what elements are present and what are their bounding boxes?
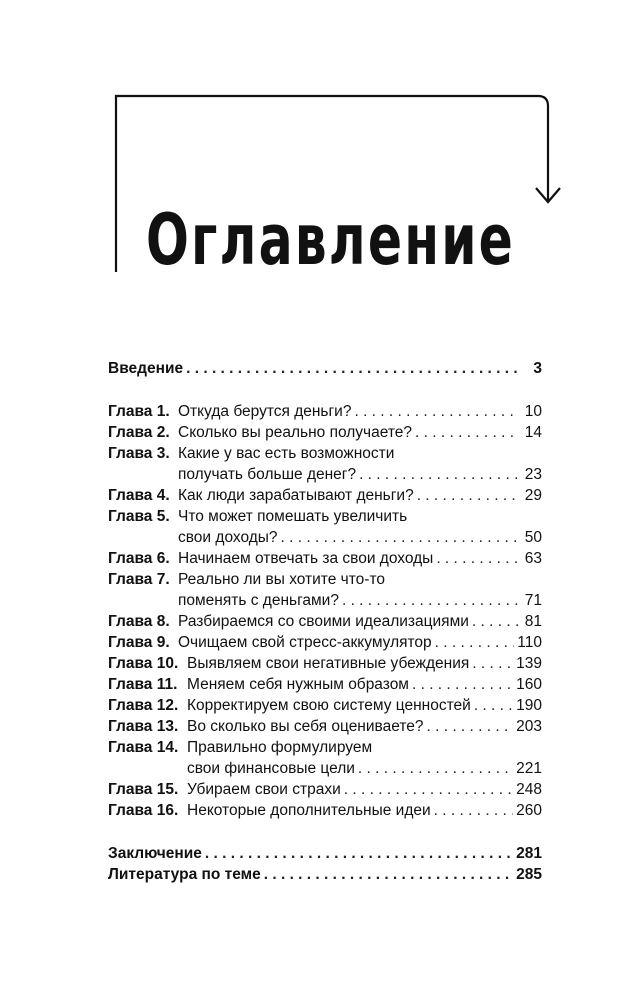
leader-dots	[358, 758, 513, 779]
chapter-label: Глава 8.	[108, 613, 170, 630]
toc-chapter-row[interactable]	[108, 653, 542, 674]
chapter-title: Убираем свои страхи	[187, 781, 341, 798]
chapter-title: Корректируем свою систему ценностей	[187, 697, 471, 714]
chapter-list	[108, 401, 542, 821]
table-of-contents	[108, 358, 542, 885]
toc-chapter-row[interactable]	[108, 506, 542, 527]
chapter-title: Сколько вы реально получаете?	[178, 424, 413, 441]
leader-dots	[264, 864, 513, 885]
toc-chapter-row[interactable]	[108, 485, 542, 506]
leader-dots	[472, 653, 513, 674]
leader-dots	[415, 422, 519, 443]
toc-intro-page: 3	[533, 360, 542, 377]
toc-chapter-row[interactable]	[108, 527, 542, 548]
chapter-page: 14	[524, 424, 542, 441]
chapter-title: Во сколько вы себя оцениваете?	[187, 718, 424, 735]
chapter-label: Глава 11.	[108, 676, 178, 693]
chapter-label: Глава 12.	[108, 697, 179, 714]
toc-chapter-row[interactable]	[108, 737, 542, 758]
leader-dots	[354, 401, 519, 422]
chapter-page: 260	[516, 802, 542, 819]
toc-conclusion-label: Заключение	[108, 845, 202, 862]
chapter-title: Начинаем отвечать за свои доходы	[178, 550, 434, 567]
chapter-title: Выявляем свои негативные убеждения	[187, 655, 470, 672]
chapter-label: Глава 6.	[108, 550, 170, 567]
chapter-label: Глава 15.	[108, 781, 179, 798]
toc-chapter-row[interactable]	[108, 590, 542, 611]
toc-chapter-row[interactable]	[108, 800, 542, 821]
leader-dots	[342, 590, 519, 611]
chapter-title: Что может помешать увеличить	[178, 508, 408, 525]
chapter-label: Глава 5.	[108, 508, 170, 525]
leader-dots	[435, 632, 515, 653]
chapter-page: 23	[524, 466, 542, 483]
toc-intro-label: Введение	[108, 360, 184, 377]
chapter-title: Очищаем свой стресс-аккумулятор	[178, 634, 432, 651]
chapter-page: 139	[516, 655, 542, 672]
chapter-page: 110	[517, 634, 542, 651]
chapter-page: 81	[524, 613, 542, 630]
chapter-title: получать больше денег?	[178, 466, 357, 483]
toc-chapter-row[interactable]	[108, 422, 542, 443]
leader-dots	[359, 464, 519, 485]
leader-dots	[434, 800, 513, 821]
leader-dots	[412, 674, 513, 695]
leader-dots	[344, 779, 513, 800]
toc-literature[interactable]	[108, 864, 542, 885]
chapter-title: Разбираемся со своими идеализациями	[178, 613, 469, 630]
chapter-title: свои доходы?	[178, 529, 278, 546]
toc-chapter-row[interactable]	[108, 611, 542, 632]
chapter-page: 63	[524, 550, 542, 567]
toc-chapter-row[interactable]	[108, 632, 542, 653]
chapter-title: Меняем себя нужным образом	[187, 676, 409, 693]
toc-chapter-row[interactable]	[108, 758, 542, 779]
toc-chapter-row[interactable]	[108, 569, 542, 590]
toc-conclusion-page: 281	[516, 845, 542, 862]
leader-dots	[426, 716, 513, 737]
leader-dots	[417, 485, 519, 506]
chapter-label: Глава 10.	[108, 655, 179, 672]
chapter-label: Глава 1.	[108, 403, 170, 420]
leader-dots	[474, 695, 513, 716]
chapter-title: Правильно формулируем	[187, 739, 373, 756]
chapter-title: свои финансовые цели	[187, 760, 355, 777]
leader-dots	[472, 611, 519, 632]
leader-dots	[186, 358, 519, 379]
leader-dots	[436, 548, 519, 569]
leader-dots	[205, 843, 513, 864]
chapter-title: Какие у вас есть возможности	[178, 445, 395, 462]
toc-chapter-row[interactable]	[108, 548, 542, 569]
chapter-title: Некоторые дополнительные идеи	[187, 802, 431, 819]
chapter-label: Глава 14.	[108, 739, 179, 756]
toc-chapter-row[interactable]	[108, 779, 542, 800]
chapter-page: 248	[516, 781, 542, 798]
chapter-page: 221	[516, 760, 542, 777]
toc-intro[interactable]	[108, 358, 542, 379]
toc-chapter-row[interactable]	[108, 443, 542, 464]
chapter-page: 10	[524, 403, 542, 420]
chapter-label: Глава 16.	[108, 802, 179, 819]
chapter-label: Глава 9.	[108, 634, 170, 651]
chapter-page: 29	[524, 487, 542, 504]
chapter-title: Реально ли вы хотите что-то	[178, 571, 385, 588]
toc-chapter-row[interactable]	[108, 401, 542, 422]
chapter-label: Глава 4.	[108, 487, 170, 504]
chapter-page: 190	[516, 697, 542, 714]
toc-chapter-row[interactable]	[108, 674, 542, 695]
toc-chapter-row[interactable]	[108, 716, 542, 737]
chapter-page: 160	[516, 676, 542, 693]
chapter-page: 50	[524, 529, 542, 546]
chapter-title: поменять с деньгами?	[178, 592, 339, 609]
chapter-page: 203	[516, 718, 542, 735]
chapter-page: 71	[524, 592, 542, 609]
leader-dots	[281, 527, 519, 548]
chapter-label: Глава 13.	[108, 718, 179, 735]
page-title: Оглавление	[146, 199, 516, 281]
toc-chapter-row[interactable]	[108, 695, 542, 716]
chapter-label: Глава 2.	[108, 424, 170, 441]
toc-literature-page: 285	[516, 866, 542, 883]
toc-chapter-row[interactable]	[108, 464, 542, 485]
chapter-title: Как люди зарабатывают деньги?	[178, 487, 414, 504]
chapter-label: Глава 7.	[108, 571, 170, 588]
toc-literature-label: Литература по теме	[108, 866, 261, 883]
toc-conclusion[interactable]	[108, 843, 542, 864]
chapter-title: Откуда берутся деньги?	[178, 403, 352, 420]
chapter-label: Глава 3.	[108, 445, 170, 462]
